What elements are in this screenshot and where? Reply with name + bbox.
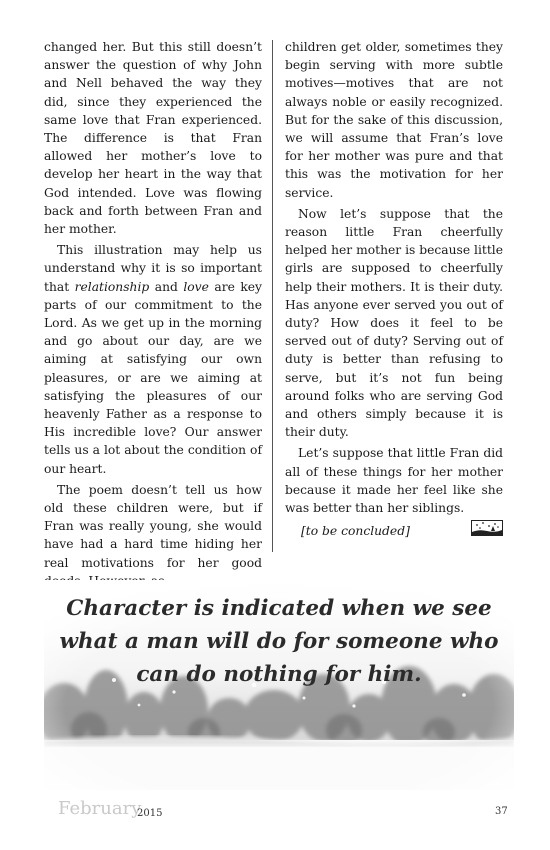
winter-scene-end-icon [471, 520, 503, 541]
continued-note: [to be concluded] [301, 523, 410, 538]
paragraph-text: are key parts of our commitment to the Lord. As we get up in the morning and go about our day, are we aiming at satisfying our own pleasures, or are we aiming at satisfying the pleasures of our heavenly Father as a response to His incredible love? Our answer tells us a lot about the condition of our heart. [44, 279, 262, 476]
quote-line: Character is indicated when we see [66, 596, 492, 621]
left-column [44, 38, 262, 590]
right-column [285, 38, 503, 541]
column-divider [272, 40, 273, 552]
paragraph: The poem doesn’t tell us how old these children were, but if Fran was really young, she would have had a hard time hiding her real motivations for her good [44, 482, 262, 570]
paragraph-text: This illustration may help us understand why it is so important that [44, 243, 262, 294]
continued-row [285, 520, 503, 541]
paragraph: Let’s suppose that little Fran did all of these things for her mother because it made her feel like she was better than her siblings. [285, 446, 503, 516]
paragraph: children get older, sometimes they begin serving with more subtle motives—motives that are not always noble or easily recognized. But for the sake of this discussion, we will assume that Fran’s love for her mother was pure and that this was the motivation for her service. [285, 40, 503, 200]
emphasis-love: love [183, 279, 209, 294]
emphasis-relationship: relationship [74, 279, 150, 294]
page-number: 37 [495, 806, 508, 817]
paragraph: changed her. But this still doesn’t answer the question of why John and Nell behaved the way they did, since they experienced the same love that Fran experienced. The difference is that Fran allowed her mother’s love to develop her heart in the way that God intended. Love was flowing back and forth between Fran and her mother. [44, 40, 262, 237]
paragraph-text: and [149, 279, 184, 294]
footer-month: February [58, 798, 142, 819]
footer-year: 2015 [137, 808, 163, 819]
paragraph-relationship [44, 241, 262, 478]
quote-line: what a man will do for someone who [59, 629, 499, 654]
quote-line: can do nothing for him. [136, 662, 422, 687]
paragraph: Now let’s suppose that the reason little Fran cheerfully helped her mother is because little girls are supposed to cheerfully help their mothers. It is their duty. Has anyone ever served you out of duty? How does it feel to be served out of duty? Serving out of duty is better than refusing to serve, but it’s not fun being around folks who are serving God and others simply because it is their duty. [285, 206, 503, 440]
quote-text [44, 592, 514, 691]
quote-box [44, 580, 514, 790]
